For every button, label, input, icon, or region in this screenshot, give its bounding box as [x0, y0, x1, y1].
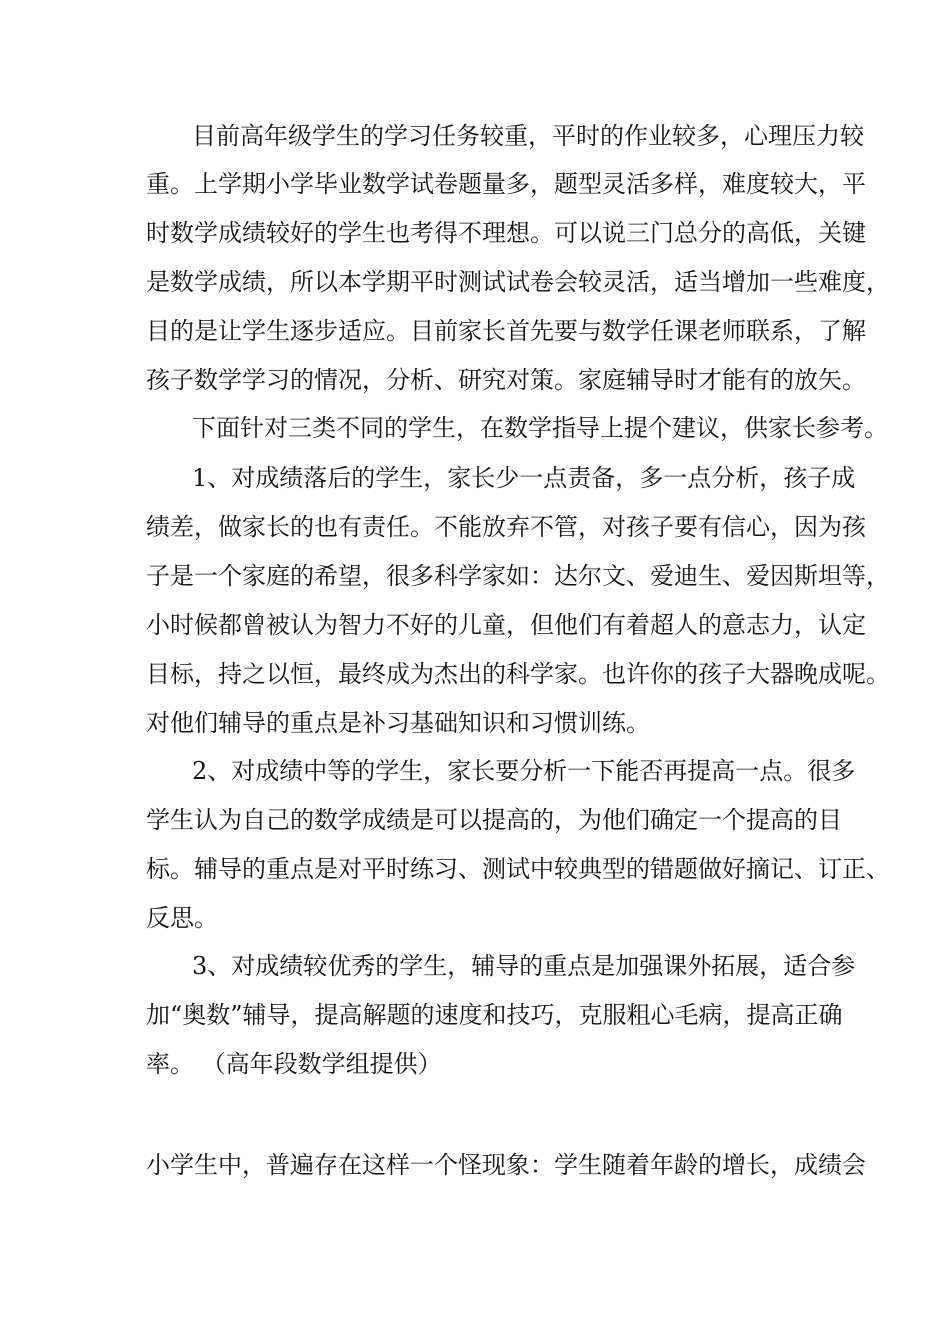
paragraph-4-line-4: 反思。: [146, 904, 218, 932]
paragraph-2-line-1: 下面针对三类不同的学生，在数学指导上提个建议，供家长参考。: [192, 414, 888, 442]
paragraph-5-line-3: 率。 （高年段数学组提供）: [146, 1050, 442, 1078]
paragraph-4-line-1: 2、对成绩中等的学生，家长要分析一下能否再提高一点。很多: [192, 757, 856, 785]
paragraph-3-line-2: 绩差，做家长的也有责任。不能放弃不管，对孩子要有信心，因为孩: [146, 513, 866, 541]
paragraph-4-line-2: 学生认为自己的数学成绩是可以提高的，为他们确定一个提高的目: [146, 806, 842, 834]
paragraph-5-line-2: 加“奥数”辅导，提高解题的速度和技巧，克服粗心毛病，提高正确: [146, 1001, 843, 1029]
paragraph-1-line-1: 目前高年级学生的学习任务较重，平时的作业较多，心理压力较: [192, 122, 864, 150]
paragraph-1-line-4: 是数学成绩，所以本学期平时测试试卷会较灵活，适当增加一些难度，: [146, 268, 890, 296]
paragraph-3-line-6: 对他们辅导的重点是补习基础知识和习惯训练。: [146, 709, 650, 737]
paragraph-5-line-1: 3、对成绩较优秀的学生，辅导的重点是加强课外拓展，适合参: [192, 952, 856, 980]
paragraph-1-line-5: 目的是让学生逐步适应。目前家长首先要与数学任课老师联系，了解: [146, 317, 866, 345]
paragraph-3-line-1: 1、对成绩落后的学生，家长少一点责备，多一点分析，孩子成: [192, 464, 856, 492]
paragraph-1-line-6: 孩子数学学习的情况，分析、研究对策。家庭辅导时才能有的放矢。: [146, 366, 866, 394]
paragraph-3-line-5: 目标，持之以恒，最终成为杰出的科学家。也许你的孩子大器晚成呢。: [146, 660, 890, 688]
paragraph-4-line-3: 标。辅导的重点是对平时练习、测试中较典型的错题做好摘记、订正、: [146, 855, 890, 883]
paragraph-3-line-3: 子是一个家庭的希望，很多科学家如：达尔文、爱迪生、爱因斯坦等，: [146, 562, 890, 590]
paragraph-1-line-3: 时数学成绩较好的学生也考得不理想。可以说三门总分的高低，关键: [146, 219, 866, 247]
paragraph-3-line-4: 小时候都曾被认为智力不好的儿童，但他们有着超人的意志力，认定: [146, 611, 866, 639]
paragraph-1-line-2: 重。上学期小学毕业数学试卷题量多，题型灵活多样，难度较大，平: [146, 170, 866, 198]
paragraph-6-line-1: 小学生中，普遍存在这样一个怪现象：学生随着年龄的增长，成绩会: [146, 1151, 866, 1179]
